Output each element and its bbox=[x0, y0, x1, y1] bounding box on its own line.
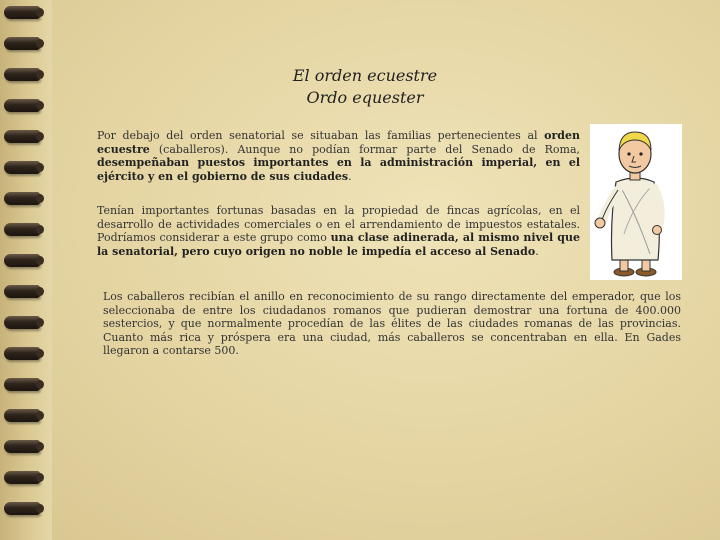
binding-ring bbox=[4, 254, 40, 267]
binding-ring bbox=[4, 285, 40, 298]
binding-ring bbox=[4, 347, 40, 360]
paragraph-1: Por debajo del orden senatorial se situaban las familias pertenecientes al orden ecuestre (caballeros). Aunque no podían formar parte del Senado de Roma, desempeñaban puestos importantes en la administración imperial, en el ejército y en el gobierno de sus ciudades. bbox=[97, 129, 580, 183]
paragraph-3: Los caballeros recibían el anillo en reconocimiento de su rango directamente del emperador, que los seleccionaba de entre los ciudadanos romanos que pudieran demostrar una fortuna de 400.000 sestercios, y que normalmente procedían de las élites de las ciudades romanas de las provincias. Cuanto más rica y próspera era una ciudad, más caballeros se concentraban en ella. En Gades llegaron a contarse 500. bbox=[103, 290, 681, 358]
binding-ring bbox=[4, 192, 40, 205]
binding-ring bbox=[4, 37, 40, 50]
roman-equestrian-figure-icon bbox=[590, 124, 682, 280]
page-subtitle: Ordo equester bbox=[306, 88, 424, 107]
binding-ring bbox=[4, 502, 40, 515]
notebook-spine bbox=[0, 0, 52, 540]
paragraph-2: Tenían importantes fortunas basadas en la propiedad de fincas agrícolas, en el desarrollo de actividades comerciales o en el arrendamiento de impuestos estatales. Podríamos considerar a este grupo como una clase adinerada, al mismo nivel que la senatorial, pero cuyo origen no noble le impedía el acceso al Senado. bbox=[97, 204, 580, 258]
binding-ring bbox=[4, 316, 40, 329]
binding-ring bbox=[4, 6, 40, 19]
binding-ring bbox=[4, 161, 40, 174]
binding-ring bbox=[4, 99, 40, 112]
binding-ring bbox=[4, 223, 40, 236]
binding-ring bbox=[4, 68, 40, 81]
binding-ring bbox=[4, 471, 40, 484]
binding-ring bbox=[4, 409, 40, 422]
page-title: El orden ecuestre bbox=[292, 66, 438, 85]
binding-ring bbox=[4, 130, 40, 143]
binding-ring bbox=[4, 378, 40, 391]
binding-ring bbox=[4, 440, 40, 453]
